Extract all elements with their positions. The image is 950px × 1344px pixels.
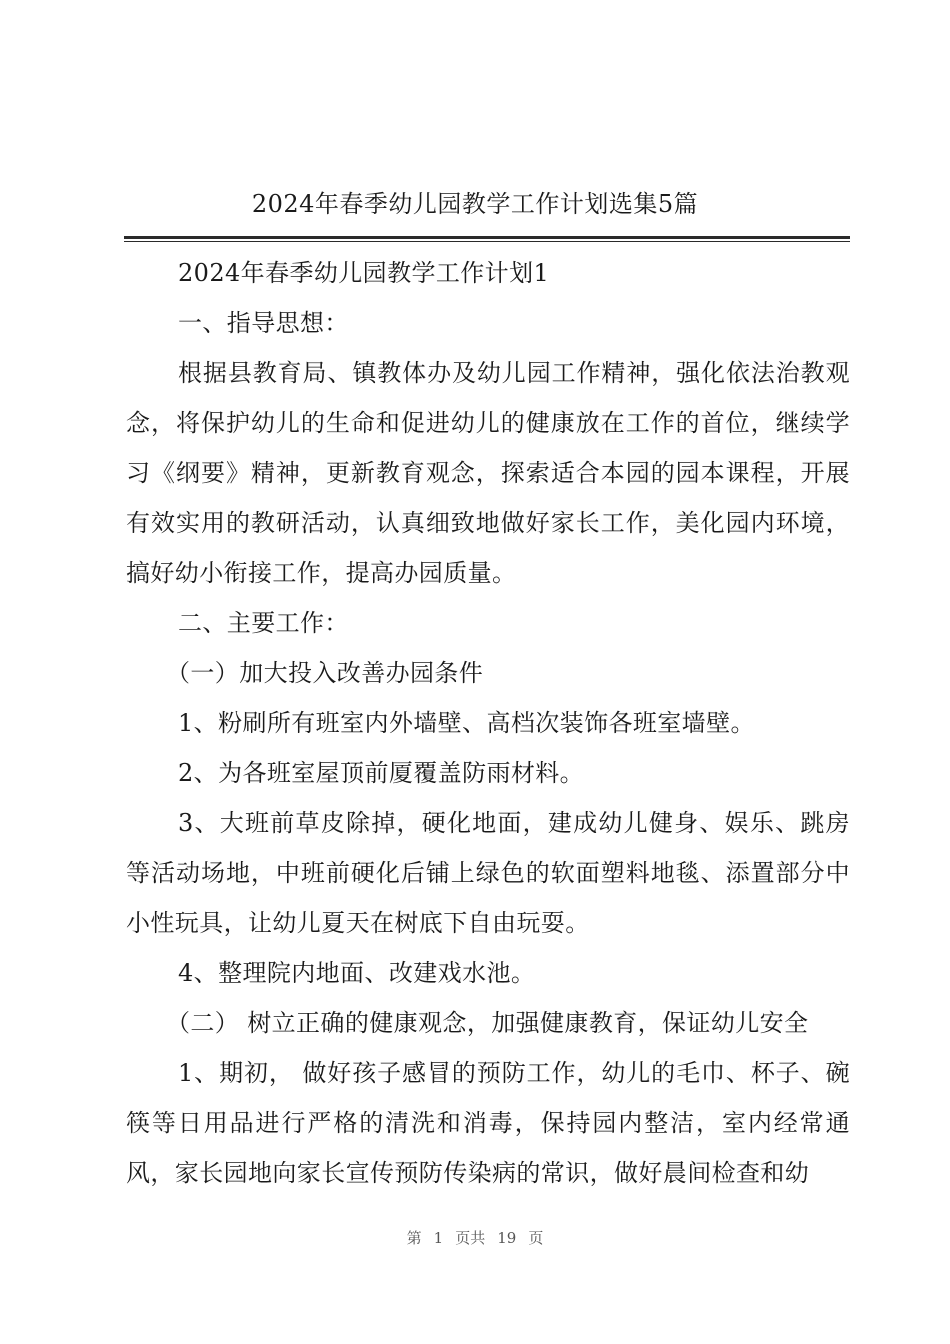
section-heading-plan-1: 2024年春季幼儿园教学工作计划1: [178, 259, 550, 287]
heading-main-work: 二、主要工作：: [178, 609, 349, 637]
list-item-3: 3、大班前草皮除掉，硬化地面，建成幼儿健身、娱乐、跳房等活动场地，中班前硬化后铺上绿色的软面塑料地毯、添置部分中小性玩具，让幼儿夏天在树底下自由玩耍。: [126, 809, 850, 937]
footer-page-number: 1: [433, 1229, 444, 1247]
footer-total-pages: 19: [497, 1229, 517, 1247]
subheading-health-education: （二） 树立正确的健康观念，加强健康教育，保证幼儿安全: [166, 1009, 809, 1037]
page-footer: [0, 1226, 950, 1250]
list-item-4: 4、整理院内地面、改建戏水池。: [178, 959, 536, 987]
document-body: [126, 248, 850, 1198]
list-item-health-1: 1、期初， 做好孩子感冒的预防工作，幼儿的毛巾、杯子、碗筷等日用品进行严格的清洗和消毒，保持园内整洁，室内经常通风，家长园地向家长宣传预防传染病的常识，做好晨间检查和幼: [126, 1059, 850, 1187]
footer-prefix: 第: [406, 1229, 422, 1247]
title-divider-thin: [124, 241, 850, 242]
list-item-1: 1、粉刷所有班室内外墙壁、高档次装饰各班室墙壁。: [178, 709, 755, 737]
heading-guiding-ideology: 一、指导思想：: [178, 309, 349, 337]
subheading-improve-conditions: （一）加大投入改善办园条件: [166, 659, 484, 687]
paragraph-guiding-ideology: 根据县教育局、镇教体办及幼儿园工作精神，强化依法治教观念，将保护幼儿的生命和促进幼儿的健康放在工作的首位，继续学习《纲要》精神，更新教育观念，探索适合本园的园本课程，开展有效实用的教研活动，认真细致地做好家长工作，美化园内环境，搞好幼小衔接工作，提高办园质量。: [126, 359, 850, 587]
footer-suffix: 页: [528, 1229, 544, 1247]
footer-middle: 页共: [455, 1229, 486, 1247]
document-title: 2024年春季幼儿园教学工作计划选集5篇: [251, 190, 699, 218]
list-item-2: 2、为各班室屋顶前厦覆盖防雨材料。: [178, 759, 585, 787]
title-divider-thick: [124, 236, 850, 239]
